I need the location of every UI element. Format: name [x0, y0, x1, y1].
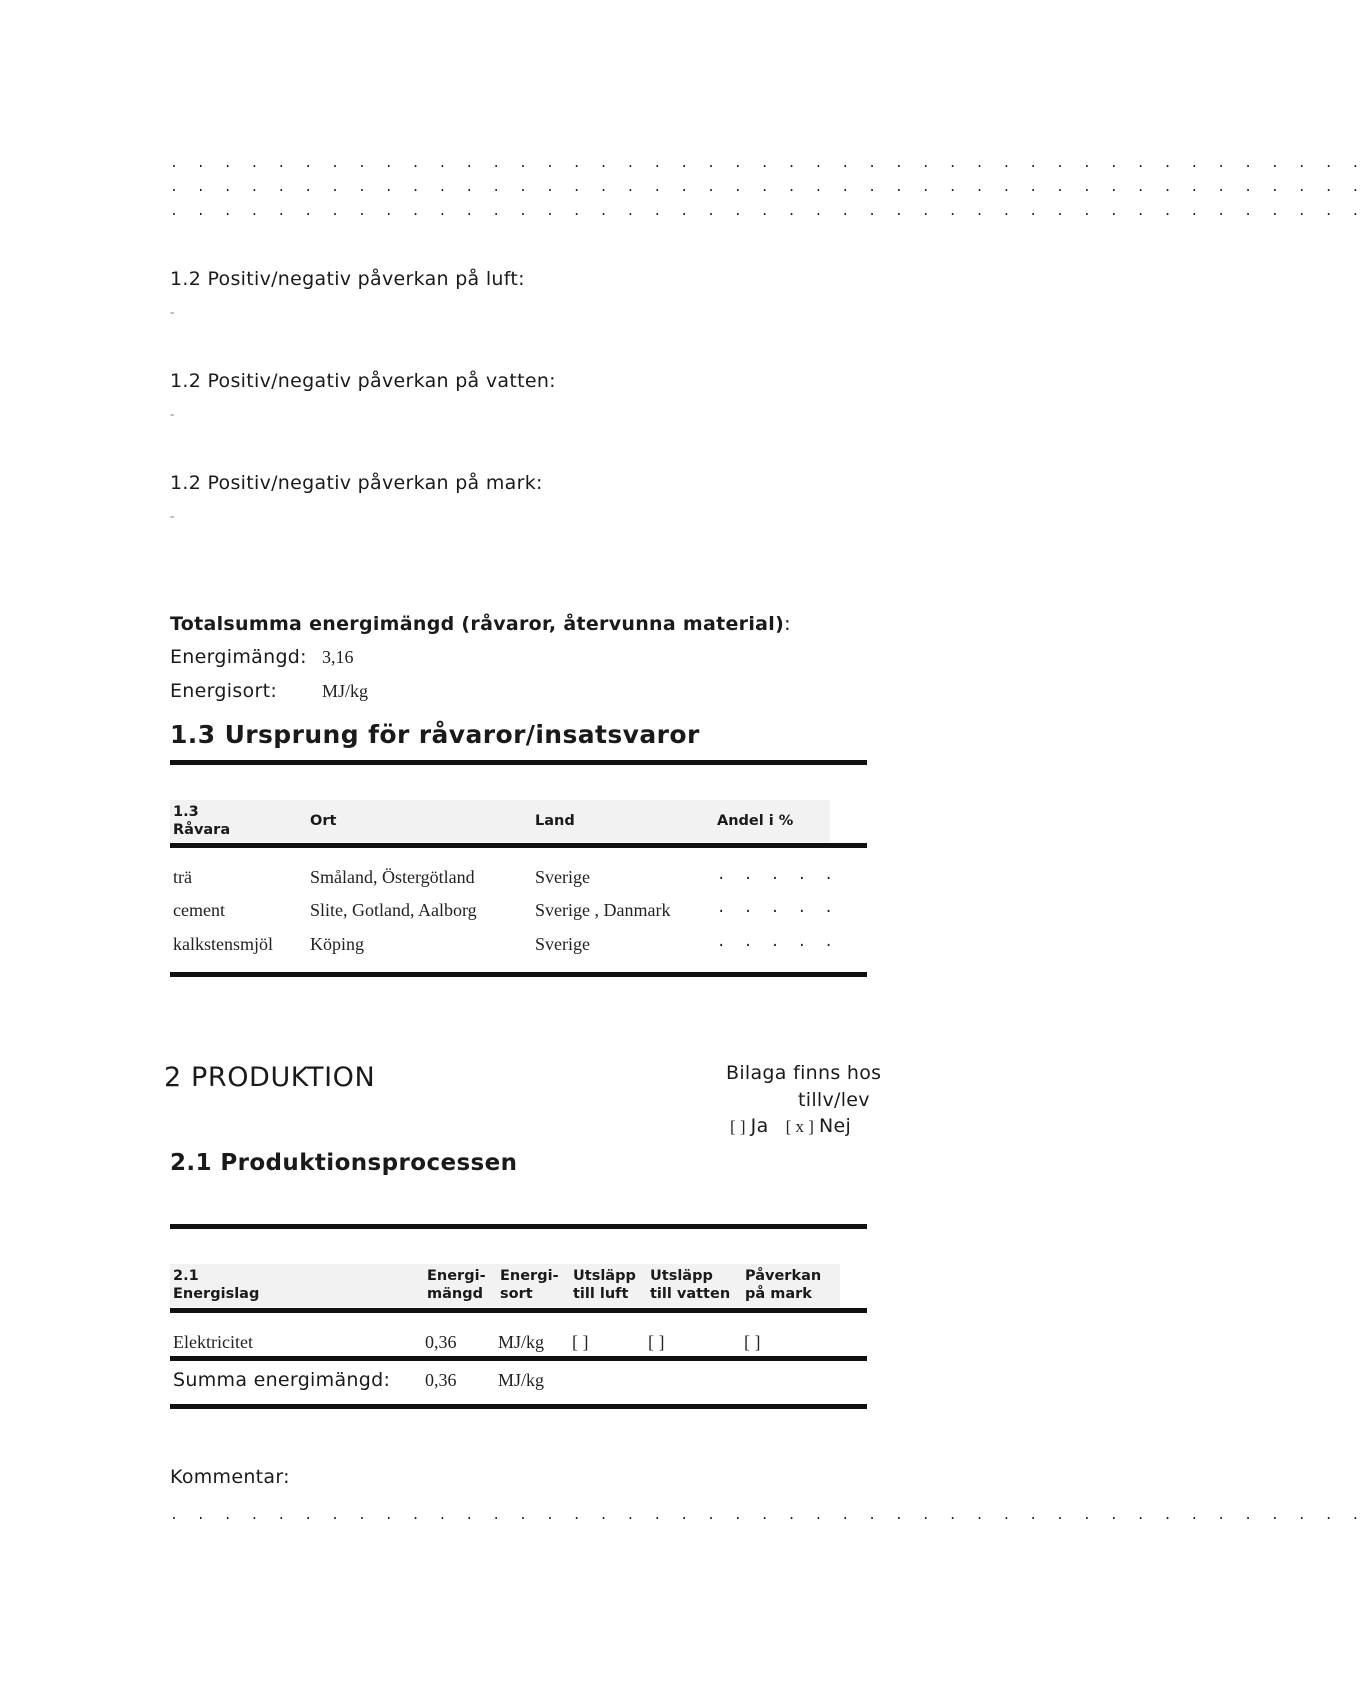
energy-header-mangd-line2: mängd [427, 1286, 483, 1302]
dotted-line-1: . . . . . . . . . . . . . . . . . . . . . . . . . . . . . . . . . . . . . . . . . . . . . [170, 156, 1365, 171]
impact-water-value: - [170, 406, 175, 421]
origin-header-ravara-line1: 1.3 [173, 804, 199, 820]
origin-row-2-ort: Slite, Gotland, Aalborg [310, 900, 477, 920]
origin-row-2-ravara: cement [173, 900, 225, 920]
energy-row-energislag: Elektricitet [173, 1332, 253, 1352]
energy-header-sort-line2: sort [500, 1286, 533, 1302]
origin-row-1-land: Sverige [535, 867, 590, 887]
energy-header-energislag [173, 1267, 259, 1303]
impact-soil-checkbox[interactable]: [ ] [744, 1332, 761, 1352]
origin-row-2-land: Sverige , Danmark [535, 900, 671, 920]
ja-checkbox[interactable]: [ ] [730, 1117, 746, 1136]
total-energy-heading-text: Totalsumma energimängd (råvaror, återvunna material) [170, 613, 785, 635]
energy-header-rule [170, 1308, 867, 1313]
total-energy-heading-colon: : [784, 613, 791, 635]
bilaga-checkbox-row [730, 1115, 851, 1137]
origin-heading: 1.3 Ursprung för råvaror/insatsvaror [170, 720, 700, 749]
emission-air-checkbox[interactable]: [ ] [572, 1332, 589, 1352]
bilaga-line1: Bilaga finns hos [726, 1062, 882, 1084]
energy-row-rule [170, 1356, 867, 1361]
origin-row-1-ravara: trä [173, 867, 192, 887]
energy-amount-label: Energimängd: [170, 646, 307, 668]
energy-sum-sort: MJ/kg [498, 1370, 545, 1390]
origin-row-3-ort: Köping [310, 934, 364, 954]
impact-water-label: 1.2 Positiv/negativ påverkan på vatten: [170, 370, 556, 392]
origin-header-andel: Andel i % [717, 813, 794, 829]
energy-row-sort: MJ/kg [498, 1332, 545, 1352]
origin-row-3-andel: . . . . . [717, 934, 838, 950]
nej-checkbox[interactable]: [ x ] [785, 1117, 814, 1136]
production-subheading: 2.1 Produktionsprocessen [170, 1150, 518, 1176]
emission-water-checkbox[interactable]: [ ] [648, 1332, 665, 1352]
energy-sum-mangd: 0,36 [425, 1370, 457, 1390]
origin-header-rule [170, 843, 867, 848]
origin-row-1-ort: Småland, Östergötland [310, 867, 475, 887]
energy-header-energislag-line2: Energislag [173, 1286, 260, 1302]
origin-row-1-andel: . . . . . [717, 867, 838, 883]
origin-header-ravara-line2: Råvara [173, 822, 231, 838]
origin-header-land: Land [535, 813, 575, 829]
energy-header-luft [573, 1267, 636, 1303]
energy-header-mark-line1: Påverkan [745, 1268, 822, 1284]
origin-row-2-andel: . . . . . [717, 900, 838, 916]
energy-header-vatten-line1: Utsläpp [650, 1268, 713, 1284]
total-energy-heading [170, 613, 791, 635]
energy-header-vatten [650, 1267, 730, 1303]
dotted-line-2: . . . . . . . . . . . . . . . . . . . . . . . . . . . . . . . . . . . . . . . . . . . . . [170, 180, 1365, 195]
origin-row-3-ravara: kalkstensmjöl [173, 934, 273, 954]
energy-header-energislag-line1: 2.1 [173, 1268, 199, 1284]
energy-amount-value: 3,16 [322, 647, 354, 667]
energy-sum-label: Summa energimängd: [173, 1369, 391, 1391]
energy-table-bottom-rule [170, 1404, 867, 1409]
energy-header-mark-line2: på mark [745, 1286, 812, 1302]
energy-header-vatten-line2: till vatten [650, 1286, 731, 1302]
energy-header-luft-line1: Utsläpp [573, 1268, 636, 1284]
impact-air-value: - [170, 304, 175, 319]
comment-label: Kommentar: [170, 1466, 290, 1488]
origin-header-ravara [173, 803, 230, 839]
energy-header-mangd-line1: Energi- [427, 1268, 486, 1284]
energy-rule-top [170, 1224, 867, 1229]
impact-air-label: 1.2 Positiv/negativ påverkan på luft: [170, 268, 525, 290]
energy-header-luft-line2: till luft [573, 1286, 629, 1302]
origin-table-bottom-rule [170, 972, 867, 977]
comment-dotted-line[interactable]: . . . . . . . . . . . . . . . . . . . . . . . . . . . . . . . . . . . . . . . . . . . . . [170, 1508, 1365, 1523]
impact-soil-value: - [170, 508, 175, 523]
energy-row-mangd: 0,36 [425, 1332, 457, 1352]
energy-header-sort [500, 1267, 559, 1303]
energy-sort-value: MJ/kg [322, 681, 369, 701]
energy-header-sort-line1: Energi- [500, 1268, 559, 1284]
bilaga-line2: tillv/lev [798, 1089, 870, 1111]
origin-rule-top [170, 760, 867, 765]
energy-header-mangd [427, 1267, 486, 1303]
ja-label: Ja [750, 1115, 769, 1137]
nej-label: Nej [819, 1115, 852, 1137]
energy-header-mark [745, 1267, 821, 1303]
production-heading: 2 PRODUKTION [164, 1062, 376, 1093]
origin-row-3-land: Sverige [535, 934, 590, 954]
impact-soil-label: 1.2 Positiv/negativ påverkan på mark: [170, 472, 543, 494]
dotted-line-3: . . . . . . . . . . . . . . . . . . . . . . . . . . . . . . . . . . . . . . . . . . . . . [170, 204, 1365, 219]
origin-header-ort: Ort [310, 813, 337, 829]
energy-sort-label: Energisort: [170, 680, 278, 702]
